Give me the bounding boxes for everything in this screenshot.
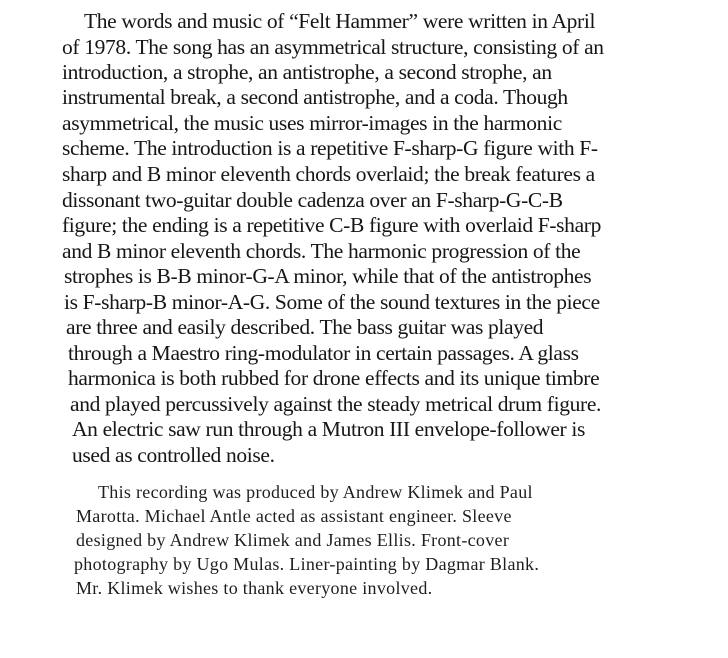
- text-line: and played percussively against the steady metrical drum figure.: [70, 392, 602, 416]
- text-line: introduction, a strophe, an antistrophe, a second strophe, an: [62, 60, 552, 84]
- text-line: are three and easily described. The bass guitar was played: [66, 315, 544, 339]
- text-line: photography by Ugo Mulas. Liner-painting by Dagmar Blank.: [74, 554, 540, 574]
- text-line: figure; the ending is a repetitive C-B figure with overlaid F-sharp: [62, 213, 601, 237]
- text-line: harmonica is both rubbed for drone effects and its unique timbre: [68, 366, 600, 390]
- text-line: An electric saw run through a Mutron III envelope-follower is: [72, 417, 585, 441]
- text-line: scheme. The introduction is a repetitive F-sharp-G figure with F-: [62, 136, 598, 160]
- text-line: through a Maestro ring-modulator in certain passages. A glass: [68, 341, 579, 365]
- text-line: This recording was produced by Andrew Klimek and Paul: [98, 482, 533, 502]
- text-line: instrumental break, a second antistrophe, and a coda. Though: [62, 85, 568, 109]
- text-line: used as controlled noise.: [72, 443, 275, 467]
- cropped-previous-line: [250, 0, 560, 2]
- text-line: is F-sharp-B minor-A-G. Some of the sound textures in the piece: [64, 290, 600, 314]
- text-line: designed by Andrew Klimek and James Ellis. Front-cover: [76, 530, 510, 550]
- text-line: Mr. Klimek wishes to thank everyone involved.: [76, 578, 433, 598]
- text-line: The words and music of “Felt Hammer” were written in April: [84, 9, 596, 33]
- text-line: of 1978. The song has an asymmetrical structure, consisting of an: [62, 35, 604, 59]
- text-line: Marotta. Michael Antle acted as assistant engineer. Sleeve: [76, 506, 512, 526]
- text-line: and B minor eleventh chords. The harmonic progression of the: [62, 239, 581, 263]
- text-line: dissonant two-guitar double cadenza over an F-sharp-G-C-B: [62, 188, 563, 212]
- text-line: strophes is B-B minor-G-A minor, while that of the antistrophes: [64, 264, 592, 288]
- text-line: asymmetrical, the music uses mirror-images in the harmonic: [62, 111, 562, 135]
- text-line: sharp and B minor eleventh chords overlaid; the break features a: [62, 162, 595, 186]
